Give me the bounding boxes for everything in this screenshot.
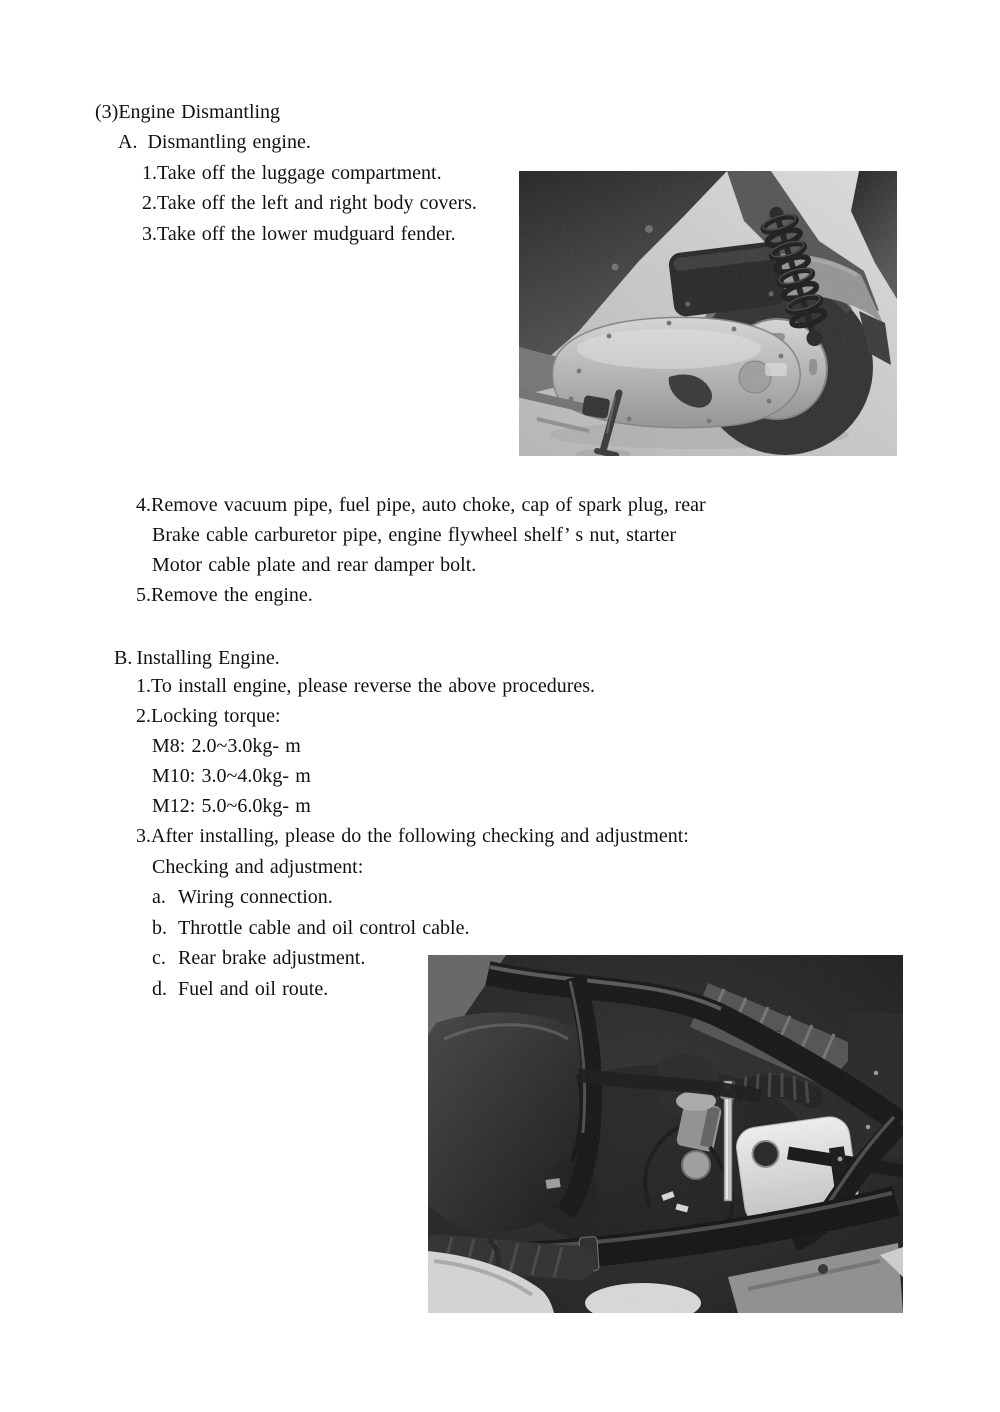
section-a-label: A. bbox=[118, 131, 138, 153]
step-b2: 2.Locking torque: bbox=[136, 705, 281, 727]
section-a-heading bbox=[118, 130, 311, 154]
engine-bay-illustration bbox=[428, 955, 903, 1313]
step-b3: 3.After installing, please do the following checking and adjustment: bbox=[136, 825, 689, 847]
check-d-label: d. bbox=[152, 978, 167, 1000]
check-c-text: Rear brake adjustment. bbox=[178, 947, 366, 969]
section-b-heading bbox=[114, 646, 280, 670]
scooter-rear-engine-photo bbox=[519, 171, 897, 456]
check-item-d bbox=[152, 977, 328, 1001]
check-a-text: Wiring connection. bbox=[178, 886, 333, 908]
torque-m10: M10: 3.0~4.0kg- m bbox=[152, 765, 311, 787]
check-b-label: b. bbox=[152, 917, 167, 939]
section-b-title: Installing Engine. bbox=[136, 647, 280, 669]
check-d-text: Fuel and oil route. bbox=[178, 978, 329, 1000]
section-b-label: B. bbox=[114, 647, 133, 669]
step-a3: 3.Take off the lower mudguard fender. bbox=[142, 223, 456, 245]
photo-grain bbox=[519, 171, 897, 456]
torque-m8: M8: 2.0~3.0kg- m bbox=[152, 735, 301, 757]
section-a-title: Dismantling engine. bbox=[147, 131, 311, 153]
page-title: (3)Engine Dismantling bbox=[95, 101, 281, 123]
torque-m12: M12: 5.0~6.0kg- m bbox=[152, 795, 311, 817]
check-item-a bbox=[152, 885, 333, 909]
step-b1: 1.To install engine, please reverse the above procedures. bbox=[136, 675, 596, 697]
checking-title: Checking and adjustment: bbox=[152, 856, 364, 878]
step-a4-line1: 4.Remove vacuum pipe, fuel pipe, auto choke, cap of spark plug, rear bbox=[136, 494, 706, 516]
step-a1: 1.Take off the luggage compartment. bbox=[142, 162, 442, 184]
check-item-c bbox=[152, 946, 365, 970]
photo-grain bbox=[428, 955, 903, 1313]
check-a-label: a. bbox=[152, 886, 166, 908]
step-a4-line3: Motor cable plate and rear damper bolt. bbox=[152, 554, 477, 576]
step-a2: 2.Take off the left and right body covers. bbox=[142, 192, 477, 214]
check-c-label: c. bbox=[152, 947, 166, 969]
step-a4-line2: Brake cable carburetor pipe, engine flywheel shelf’ s nut, starter bbox=[152, 524, 677, 546]
check-item-b bbox=[152, 916, 469, 940]
scooter-rear-engine-illustration bbox=[519, 171, 897, 456]
check-b-text: Throttle cable and oil control cable. bbox=[178, 917, 470, 939]
step-a5: 5.Remove the engine. bbox=[136, 584, 313, 606]
engine-bay-frame-photo bbox=[428, 955, 903, 1313]
